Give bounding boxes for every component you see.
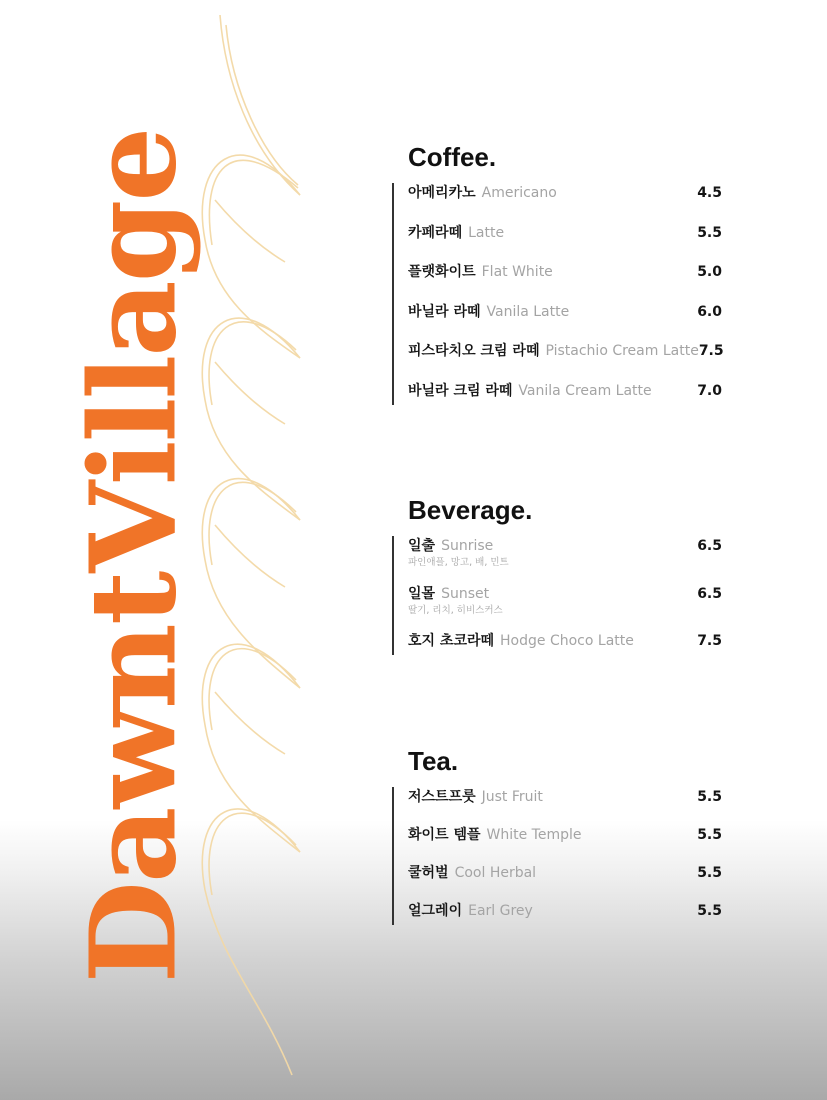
menu-item <box>408 381 722 405</box>
item-price: 7.5 <box>697 633 722 649</box>
item-name-en: Hodge Choco Latte <box>500 633 634 649</box>
menu-item <box>408 341 722 381</box>
item-name-kr: 바닐라 라떼 <box>408 303 481 320</box>
item-price: 5.5 <box>697 903 722 919</box>
menu-item <box>408 262 722 302</box>
menu-item <box>408 863 722 901</box>
item-name-kr: 바닐라 크림 라떼 <box>408 382 513 399</box>
item-price: 5.5 <box>697 865 722 881</box>
item-price: 6.5 <box>697 538 722 554</box>
item-name-en: Flat White <box>481 264 553 281</box>
section-title: Coffee. <box>408 142 497 172</box>
section-tea <box>392 746 722 925</box>
item-name-kr: 얼그레이 <box>408 903 463 919</box>
menu-list <box>392 183 722 405</box>
menu-item <box>408 901 722 925</box>
item-price: 6.0 <box>697 303 722 320</box>
item-name-kr: 일몰 <box>408 585 436 602</box>
item-name-en: Sunrise <box>441 538 494 554</box>
menu-list <box>392 536 722 655</box>
item-price: 5.5 <box>697 789 722 805</box>
menu-item <box>408 787 722 825</box>
item-name-en: Just Fruit <box>481 789 543 805</box>
section-beverage <box>392 495 722 655</box>
menu-item <box>408 183 722 223</box>
item-description: 파인애플, 망고, 배, 민트 <box>408 557 509 568</box>
menu-item <box>408 631 722 655</box>
item-name-kr: 호지 초코라떼 <box>408 633 495 649</box>
item-name-en: Pistachio Cream Latte <box>545 343 699 360</box>
item-name-kr: 플랫화이트 <box>408 264 476 281</box>
item-name-en: Cool Herbal <box>454 865 537 881</box>
item-description: 딸기, 리치, 히비스커스 <box>408 604 503 616</box>
item-price: 5.0 <box>697 264 722 281</box>
item-name-kr: 카페라떼 <box>408 224 463 241</box>
menu-list <box>392 787 722 925</box>
item-name-en: Latte <box>468 224 505 241</box>
menu-item <box>408 536 722 584</box>
item-name-en: Sunset <box>441 585 490 602</box>
item-name-en: Americano <box>481 185 557 201</box>
section-coffee <box>392 142 722 405</box>
item-price: 4.5 <box>697 185 722 201</box>
item-name-en: Vanila Cream Latte <box>518 382 652 399</box>
section-title: Beverage. <box>408 495 533 525</box>
menu-item <box>408 825 722 863</box>
item-name-kr: 아메리카노 <box>408 185 476 201</box>
item-name-en: Vanila Latte <box>486 303 570 320</box>
item-price: 7.5 <box>698 343 724 360</box>
item-price: 5.5 <box>697 224 722 241</box>
section-title: Tea. <box>408 746 459 776</box>
item-name-kr: 일출 <box>408 538 436 554</box>
item-name-kr: 피스타치오 크림 라떼 <box>408 343 540 360</box>
item-name-kr: 저스트프룻 <box>408 789 476 805</box>
item-name-kr: 화이트 템플 <box>408 827 481 843</box>
item-price: 7.0 <box>697 382 722 399</box>
menu-item <box>408 302 722 342</box>
item-name-en: White Temple <box>486 827 582 843</box>
item-name-kr: 쿨허벌 <box>408 865 449 881</box>
menu-item <box>408 584 722 632</box>
brand-title: DawntVillage <box>63 128 203 984</box>
menu-item <box>408 223 722 263</box>
item-name-en: Earl Grey <box>468 903 533 919</box>
item-price: 5.5 <box>697 827 722 843</box>
item-price: 6.5 <box>697 585 722 602</box>
brand-area <box>0 0 300 1100</box>
